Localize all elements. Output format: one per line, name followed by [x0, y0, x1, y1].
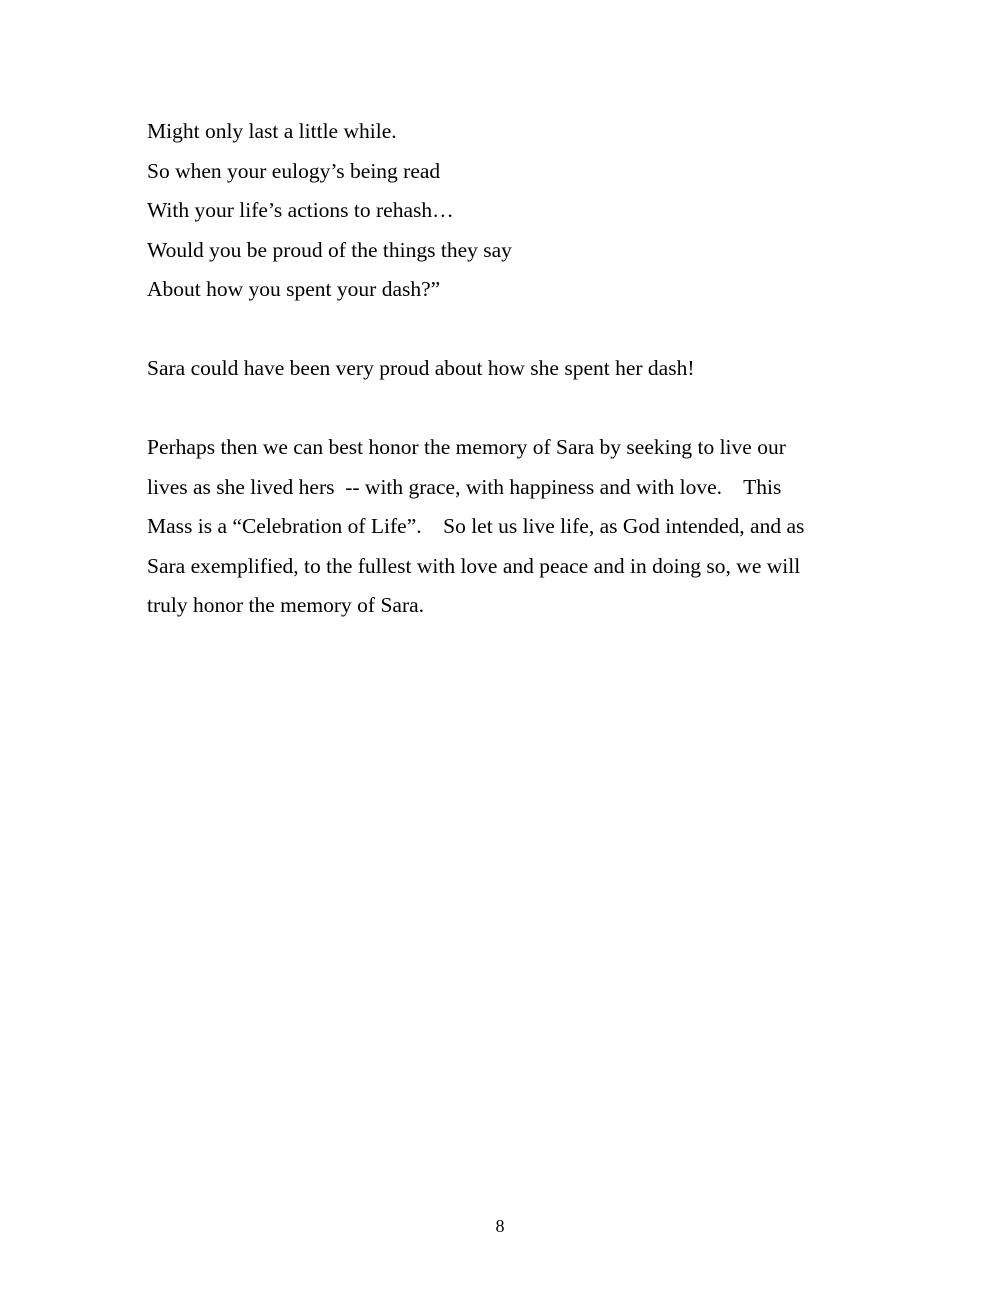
paragraph-line: Perhaps then we can best honor the memory of Sara by seeking to live our — [147, 435, 786, 459]
page-number: 8 — [495, 1216, 505, 1236]
poem-line: With your life’s actions to rehash… — [147, 198, 454, 223]
poem-line: About how you spent your dash?” — [147, 277, 441, 302]
paragraph-line: Sara exemplified, to the fullest with love and peace and in doing so, we will — [147, 553, 801, 578]
paragraph-line: truly honor the memory of Sara. — [147, 593, 425, 618]
poem-line: Might only last a little while. — [147, 119, 397, 143]
poem-line: So when your eulogy’s being read — [147, 158, 441, 183]
poem-line: Would you be proud of the things they say — [147, 237, 512, 262]
paragraph-line: Mass is a “Celebration of Life”. So let us live life, as God intended, and as — [147, 514, 805, 539]
paragraph-dash-statement — [147, 349, 867, 389]
paragraph-honor-memory — [147, 428, 867, 626]
paragraph-line: Sara could have been very proud about how she spent her dash! — [147, 356, 695, 380]
paragraph-line: lives as she lived hers -- with grace, with happiness and with love. This — [147, 474, 782, 499]
poem-stanza — [147, 112, 867, 310]
